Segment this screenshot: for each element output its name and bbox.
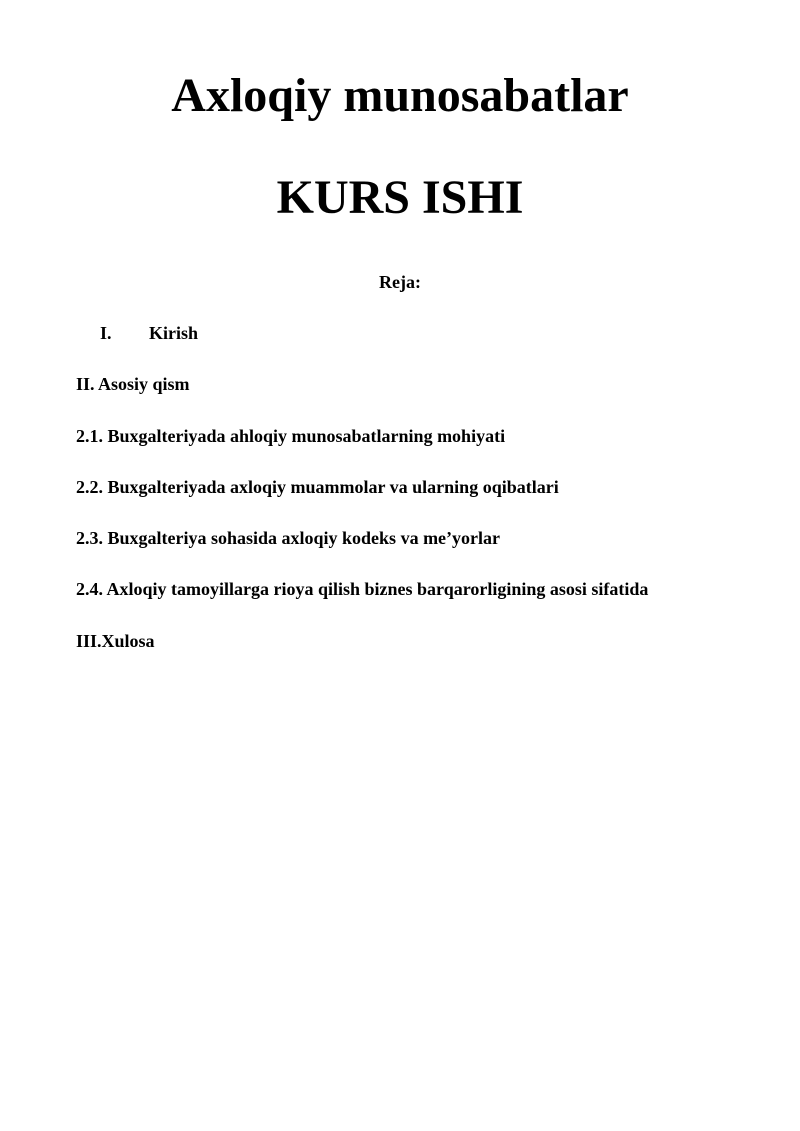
toc-item-2-3: 2.3. Buxgalteriya sohasida axloqiy kodeks va me’yorlar — [76, 528, 501, 548]
toc-item-2-2: 2.2. Buxgalteriyada axloqiy muammolar va ularning oqibatlari — [76, 477, 559, 497]
toc-item-2-1: 2.1. Buxgalteriyada ahloqiy munosabatlarning mohiyati — [76, 426, 506, 446]
toc-item-conclusion: III.Xulosa — [76, 631, 155, 651]
toc-item-introduction — [100, 322, 198, 344]
document-subtitle: KURS ISHI — [276, 171, 524, 224]
toc-item-text: Kirish — [149, 323, 199, 343]
plan-heading: Reja: — [379, 272, 421, 292]
toc-item-2-4: 2.4. Axloqiy tamoyillarga rioya qilish biznes barqarorligining asosi sifatida — [76, 579, 649, 599]
document-title: Axloqiy munosabatlar — [171, 69, 629, 122]
toc-item-main-part: II. Asosiy qism — [76, 374, 190, 394]
toc-item-number: I. — [100, 323, 112, 343]
